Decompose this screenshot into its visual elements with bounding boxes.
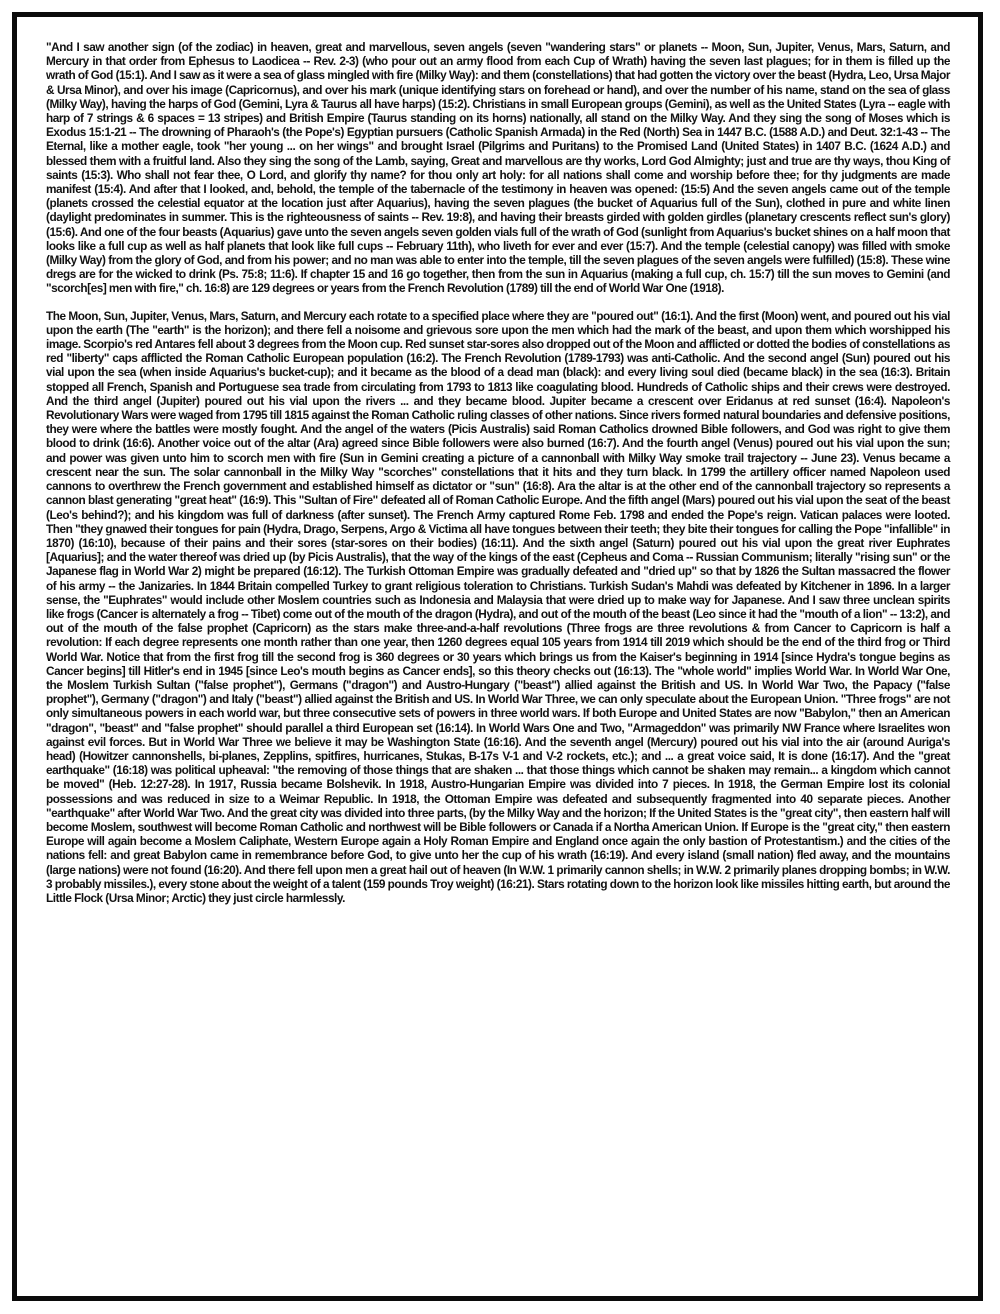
paragraph-revelation-16: The Moon, Sun, Jupiter, Venus, Mars, Saturn, and Mercury each rotate to a specified place where they are "poured out" (16:1). And the first (Moon) went, and poured out his vial upon the earth (The "earth" is the horizon); and there fell a noisome and grievous sore upon the men which had the mark of the beast, and upon them which worshipped his image. Scorpio's red Antares fell about 3 degrees from the Moon cup. Red sunset star-sores also dropped out of the Moon and afflicted or dotted the bodies of constellations as red "liberty" caps afflicted the Roman Catholic European population (16:2). The French Revolution (1789-1793) was anti-Catholic. And the second angel (Sun) poured out his vial upon the sea (when inside Aquarius's bucket-cup); and it became as the blood of a dead man (black): and every living soul died (became black) in the sea (16:3). Britain stopped all French, Spanish and Portuguese sea trade from circulating from 1793 to 1813 like coagulating blood. Hundreds of Catholic ships and their crews were destroyed. And the third angel (Jupiter) poured out his vial upon the rivers ... and they became blood. Jupiter became a crescent over Eridanus at red sunset (16:4). Napoleon's Revolutionary Wars were waged from 1795 till 1815 against the Roman Catholic ruling classes of other nations. Since rivers formed natural boundaries and defensive positions, they were where the battles were mostly fought. And the angel of the waters (Picis Australis) said Roman Catholics drowned Bible followers, and God was right to give them blood to drink (16:6). Another voice out of the altar (Ara) agreed since Bible followers were also burned (16:7). And the fourth angel (Venus) poured out his vial upon the sun; and power was given unto him to scorch men with fire (Sun in Gemini creating a picture of a cannonball with Milky Way smoke trail trajectory -- June 23). Venus became a crescent near the sun. The solar cannonball in the Milky Way "scorches" constellations that it hits and they turn black. In 1799 the artillery officer named Napoleon used cannons to overthrew the French government and established himself as dictator or "sun" (16:8). Ara the altar is at the other end of the cannonball trajectory so represents a cannon blast generating "great heat" (16:9). This "Sultan of Fire" defeated all of Roman Catholic Europe. And the fifth angel (Mars) poured out his vial upon the seat of the beast (Leo's behind?); and his kingdom was full of darkness (after sunset). The French Army captured Rome Feb. 1798 and ended the Pope's reign. Vatican palaces were looted. Then "they gnawed their tongues for pain (Hydra, Drago, Serpens, Argo & Victima all have tongues between their teeth; they bite their tongues for calling the Pope "infallible" in 1870) (16:10), because of their pains and their sores (star-sores on their bodies) (16:11). And the sixth angel (Saturn) poured out his vial upon the great river Euphrates [Aquarius]; and the water thereof was dried up (by Picis Australis), that the way of the kings of the east (Cepheus and Coma -- Russian Communism; literally "rising sun" or the Japanese flag in World War 2) might be prepared (16:12). The Turkish Ottoman Empire was gradually defeated and "dried up" so that by 1826 the Sultan massacred the flower of his army -- the Janizaries. In 1844 Britain compelled Turkey to grant religious toleration to Christians. Turkish Sudan's Mahdi was defeated by Kitchener in 1896. In a larger sense, the "Euphrates" would include other Moslem countries such as Indonesia and Malaysia that were dried up to make way for Japanese. And I saw three unclean spirits like frogs (Cancer is alternately a frog -- Tibet) come out of the mouth of the dragon (Hydra), and out of the mouth of the beast (Leo since it had the "mouth of a lion" -- 13:2), and out of the mouth of the false prophet (Capricorn) as the stars make three-and-a-half revolutions (Three frogs are three revolutions & from Cancer to Capricorn is half a revolution: If each degree represents one month rather than one year, then 1260 degrees equal 105 years from 1914 till 2019 which should be the end of the third frog or Third World War. Notice that from the first frog till the second frog is 360 degrees or 30 years which brings us from the Kaiser's beginning in 1914 [since Hydra's tongue begins as Cancer begins] till Hitler's end in 1945 [since Leo's mouth begins as Cancer ends], so this theory checks out (16:13). The "whole world" implies World War. In World War One, the Moslem Turkish Sultan ("false prophet"), Germans ("dragon") and Austro-Hungary ("beast") allied against the British and US. In World War Two, the Papacy ("false prophet"), Germany ("dragon") and Italy ("beast") allied against the British and US. In World War Three, we can only speculate about the European Union. "Three frogs" are not only simultaneous powers in each world war, but three consecutive sets of powers in three world wars. If both Europe and United States are now "Babylon," then an American "dragon", "beast" and "false prophet" should parallel a third European set (16:14). In World Wars One and Two, "Armageddon" was primarily NW France where Israelites won against evil forces. But in World War Three we believe it may be Washington State (16:16). And the seventh angel (Mercury) poured out his vial into the air (around Auriga's head) (Howitzer cannonshells, bi-planes, Zepplins, spitfires, hurricanes, Stukas, B-17s V-1 and V-2 rockets, etc.); and ... a great voice said, It is done (16:17). And the "great earthquake" (16:18) was political upheaval: "the removing of those things that are shaken ... that those things which cannot be shaken may remain... a kingdom which cannot be moved" (Heb. 12:27-28). In 1917, Russia became Bolshevik. In 1918, Austro-Hungarian Empire was divided into 7 pieces. In 1918, the German Empire lost its colonial possessions and was reduced in size to a Weimar Republic. In 1918, the Ottoman Empire was defeated and subsequently fragmented into 40 separate pieces. Another "earthquake" after World War Two. And the great city was divided into three parts, (by the Milky Way and the horizon; If the United States is the "great city", then eastern half will become Moslem, southwest will become Roman Catholic and northwest will be Bible followers or Canada if a Northa American Union. If Europe is the "great city," then eastern Europe will again become a Moslem Caliphate, Western Europe again a Holy Roman Empire and England once again the only bastion of Protestantism.) and the cities of the nations fell: and great Babylon came in remembrance before God, to give unto her the cup of his wrath (16:19). And every island (small nation) fled away, and the mountains (large nations) were not found (16:20). And there fell upon men a great hail out of heaven (In W.W. 1 primarily cannon shells; in W.W. 2 primarily planes dropping bombs; in W.W. 3 probably missiles.), every stone about the weight of a talent (159 pounds Troy weight) (16:21). Stars rotating down to the horizon look like missiles hitting earth, but around the Little Flock (Ursa Minor; Arctic) they just circle harmlessly.: [46, 308, 950, 905]
paragraph-revelation-15: "And I saw another sign (of the zodiac) in heaven, great and marvellous, seven angels (seven "wandering stars" or planets -- Moon, Sun, Jupiter, Venus, Mars, Saturn, and Mercury in that order from Ephesus to Laodicea -- Rev. 2-3) (who pour out an army flood from each Cup of Wrath) having the seven last plagues; for in them is filled up the wrath of God (15:1). And I saw as it were a sea of glass mingled with fire (Milky Way): and them (constellations) that had gotten the victory over the beast (Hydra, Leo, Ursa Major & Ursa Minor), and over his image (Capricornus), and over his mark (unique identifying stars on forehead or hand), and over the number of his name, stand on the sea of glass (Milky Way), having the harps of God (Gemini, Lyra & Taurus all have harps) (15:2). Christians in small European groups (Gemini), as well as the United States (Lyra -- eagle with harp of 7 strings & 6 spaces = 13 stripes) and British Empire (Taurus standing on its horns) nationally, all stand on the Milky Way. And they sing the song of Moses which is Exodus 15:1-21 -- The drowning of Pharaoh's (the Pope's) Egyptian pursuers (Catholic Spanish Armada) in the Red (North) Sea in 1447 B.C. (1588 A.D.) and Deut. 32:1-43 -- The Eternal, like a mother eagle, took "her young ... on her wings" and brought Israel (Pilgrims and Puritans) to the Promised Land (United States) in 1407 B.C. (1624 A.D.) and blessed them with a fruitful land. Also they sing the song of the Lamb, saying, Great and marvellous are thy works, Lord God Almighty; just and true are thy ways, thou King of saints (15:3). Who shall not fear thee, O Lord, and glorify thy name? for thou only art holy: for all nations shall come and worship before thee; for thy judgments are made manifest (15:4). And after that I looked, and, behold, the temple of the tabernacle of the testimony in heaven was opened: (15:5) And the seven angels came out of the temple (planets crossed the celestial equator at the location just after Aquarius), having the seven plagues (the bucket of Aquarius full of the Sun), clothed in pure and white linen (daylight predominates in summer. This is the righteousness of saints -- Rev. 19:8), and having their breasts girded with golden girdles (planetary crescents reflect sun's glory) (15:6). And one of the four beasts (Aquarius) gave unto the seven angels seven golden vials full of the wrath of God (sunlight from Aquarius's bucket shines on a half moon that looks like a full cup as well as half planets that look like full cups -- February 11th), who liveth for ever and ever (15:7). And the temple (celestial canopy) was filled with smoke (Milky Way) from the glory of God, and from his power; and no man was able to enter into the temple, till the seven plagues of the seven angels were fulfilled) (15:8). These wine dregs are for the wicked to drink (Ps. 75:8; 11:6). If chapter 15 and 16 go together, then from the sun in Aquarius (making a full cup, ch. 15:7) till the sun moves to Gemini (and "scorch[es] men with fire," ch. 16:8) are 129 degrees or years from the French Revolution (1789) till the end of World War One (1918).: [46, 40, 950, 296]
document-body: [46, 40, 950, 905]
